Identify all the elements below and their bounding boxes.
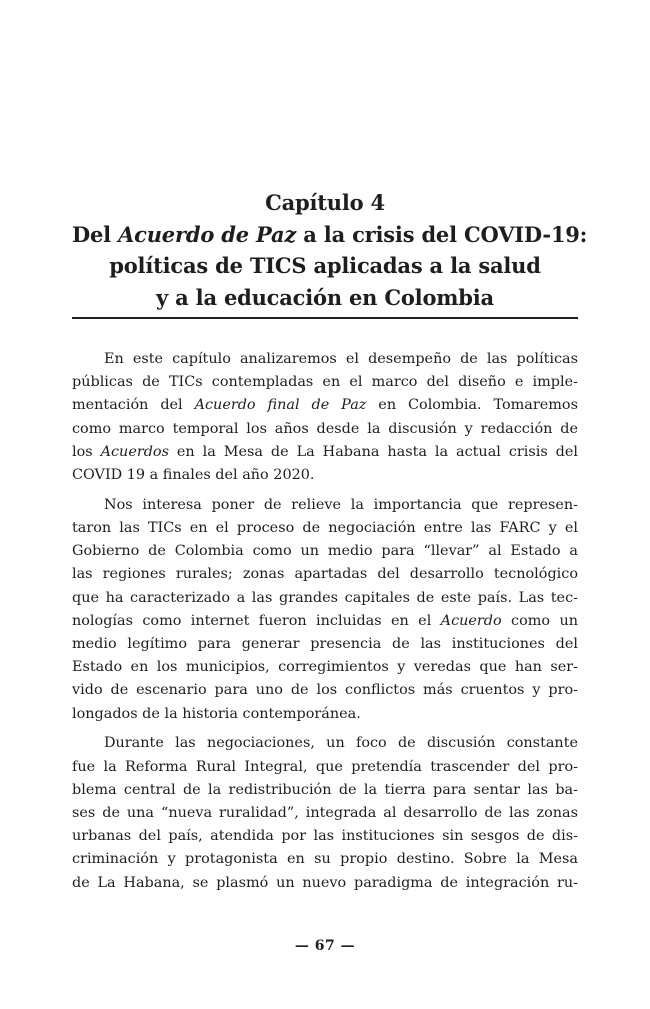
- paragraph-line: [72, 348, 578, 371]
- paragraph-line: [72, 848, 578, 871]
- text-run: de La Habana, se plasmó un nuevo paradigma de integración ru-: [72, 874, 578, 891]
- text-run: en Colombia. Tomaremos: [366, 397, 578, 414]
- paragraph-line: [72, 464, 578, 487]
- paragraph-line: [72, 703, 578, 726]
- text-run: urbanas del país, atendida por las instituciones sin sesgos de dis-: [72, 828, 578, 845]
- text-run: Durante las negociaciones, un foco de discusión constante: [104, 735, 578, 752]
- text-run: los: [72, 443, 101, 460]
- paragraph-line: [72, 441, 578, 464]
- text-run: vido de escenario para uno de los conflictos más cruentos y pro-: [72, 682, 578, 699]
- chapter-title-pre: Del: [72, 221, 119, 247]
- chapter-title-post: a la crisis del COVID-19:: [296, 221, 588, 247]
- paragraph-line: [72, 610, 578, 633]
- italic-text: Acuerdo final de Paz: [194, 397, 367, 414]
- paragraph-line: [72, 802, 578, 825]
- page-number: — 67 —: [294, 938, 356, 954]
- chapter-title-line-1: [72, 219, 588, 251]
- text-run: blema central de la redistribución de la tierra para sentar las ba-: [72, 781, 578, 798]
- paragraph-line: [72, 756, 578, 779]
- chapter-label: Capítulo 4: [265, 190, 385, 215]
- text-run: como marco temporal los años desde la discusión y redacción de: [72, 420, 578, 437]
- text-run: nologías como internet fueron incluidas en el: [72, 612, 441, 629]
- text-run: medio legítimo para generar presencia de las instituciones del: [72, 636, 578, 653]
- paragraph-line: [72, 779, 578, 802]
- paragraph-line: [72, 872, 578, 895]
- paragraph-line: [72, 540, 578, 563]
- text-run: mentación del: [72, 397, 195, 414]
- text-run: en la Mesa de La Habana hasta la actual crisis del: [168, 443, 578, 460]
- text-run: ses de una “nueva ruralidad”, integrada al desarrollo de las zonas: [72, 805, 578, 822]
- italic-text: Acuerdos: [100, 443, 169, 460]
- chapter-title-italic: Acuerdo de Paz: [118, 221, 297, 247]
- chapter-title-line-3: y a la educación en Colombia: [156, 284, 494, 310]
- paragraph-line: [72, 656, 578, 679]
- paragraph-line: [72, 825, 578, 848]
- paragraph-line: [72, 679, 578, 702]
- body-text: [72, 348, 578, 901]
- paragraph-line: [72, 633, 578, 656]
- paragraph: [72, 494, 578, 726]
- paragraph-line: [72, 418, 578, 441]
- paragraph-line: [72, 371, 578, 394]
- paragraph-line: [72, 732, 578, 755]
- text-run: Estado en los municipios, corregimientos y veredas que han ser-: [72, 659, 578, 676]
- text-run: criminación y protagonista en su propio destino. Sobre la Mesa: [72, 851, 578, 868]
- heading-divider: [72, 317, 578, 319]
- text-run: COVID 19 a finales del año 2020.: [72, 467, 315, 484]
- text-run: que ha caracterizado a las grandes capitales de este país. Las tec-: [72, 589, 578, 606]
- paragraph: [72, 348, 578, 487]
- text-run: públicas de TICs contempladas en el marco del diseño e imple-: [72, 374, 578, 391]
- text-run: longados de la historia contemporánea.: [72, 705, 361, 722]
- paragraph-line: [72, 517, 578, 540]
- text-run: como un: [501, 612, 578, 629]
- italic-text: Acuerdo: [440, 612, 502, 629]
- chapter-heading: [72, 187, 588, 313]
- paragraph-line: [72, 494, 578, 517]
- text-run: Gobierno de Colombia como un medio para “llevar” al Estado a: [72, 543, 578, 560]
- text-run: En este capítulo analizaremos el desempeño de las políticas: [104, 351, 578, 367]
- text-run: fue la Reforma Rural Integral, que pretendía trascender del pro-: [72, 758, 578, 775]
- text-run: las regiones rurales; zonas apartadas del desarrollo tecnológico: [72, 566, 578, 583]
- paragraph: [72, 732, 578, 894]
- paragraph-line: [72, 587, 578, 610]
- text-run: taron las TICs en el proceso de negociación entre las FARC y el: [72, 520, 578, 537]
- chapter-title-line-2: políticas de TICS aplicadas a la salud: [109, 253, 541, 278]
- text-run: Nos interesa poner de relieve la importancia que represen-: [104, 496, 578, 513]
- paragraph-line: [72, 563, 578, 586]
- paragraph-line: [72, 394, 578, 417]
